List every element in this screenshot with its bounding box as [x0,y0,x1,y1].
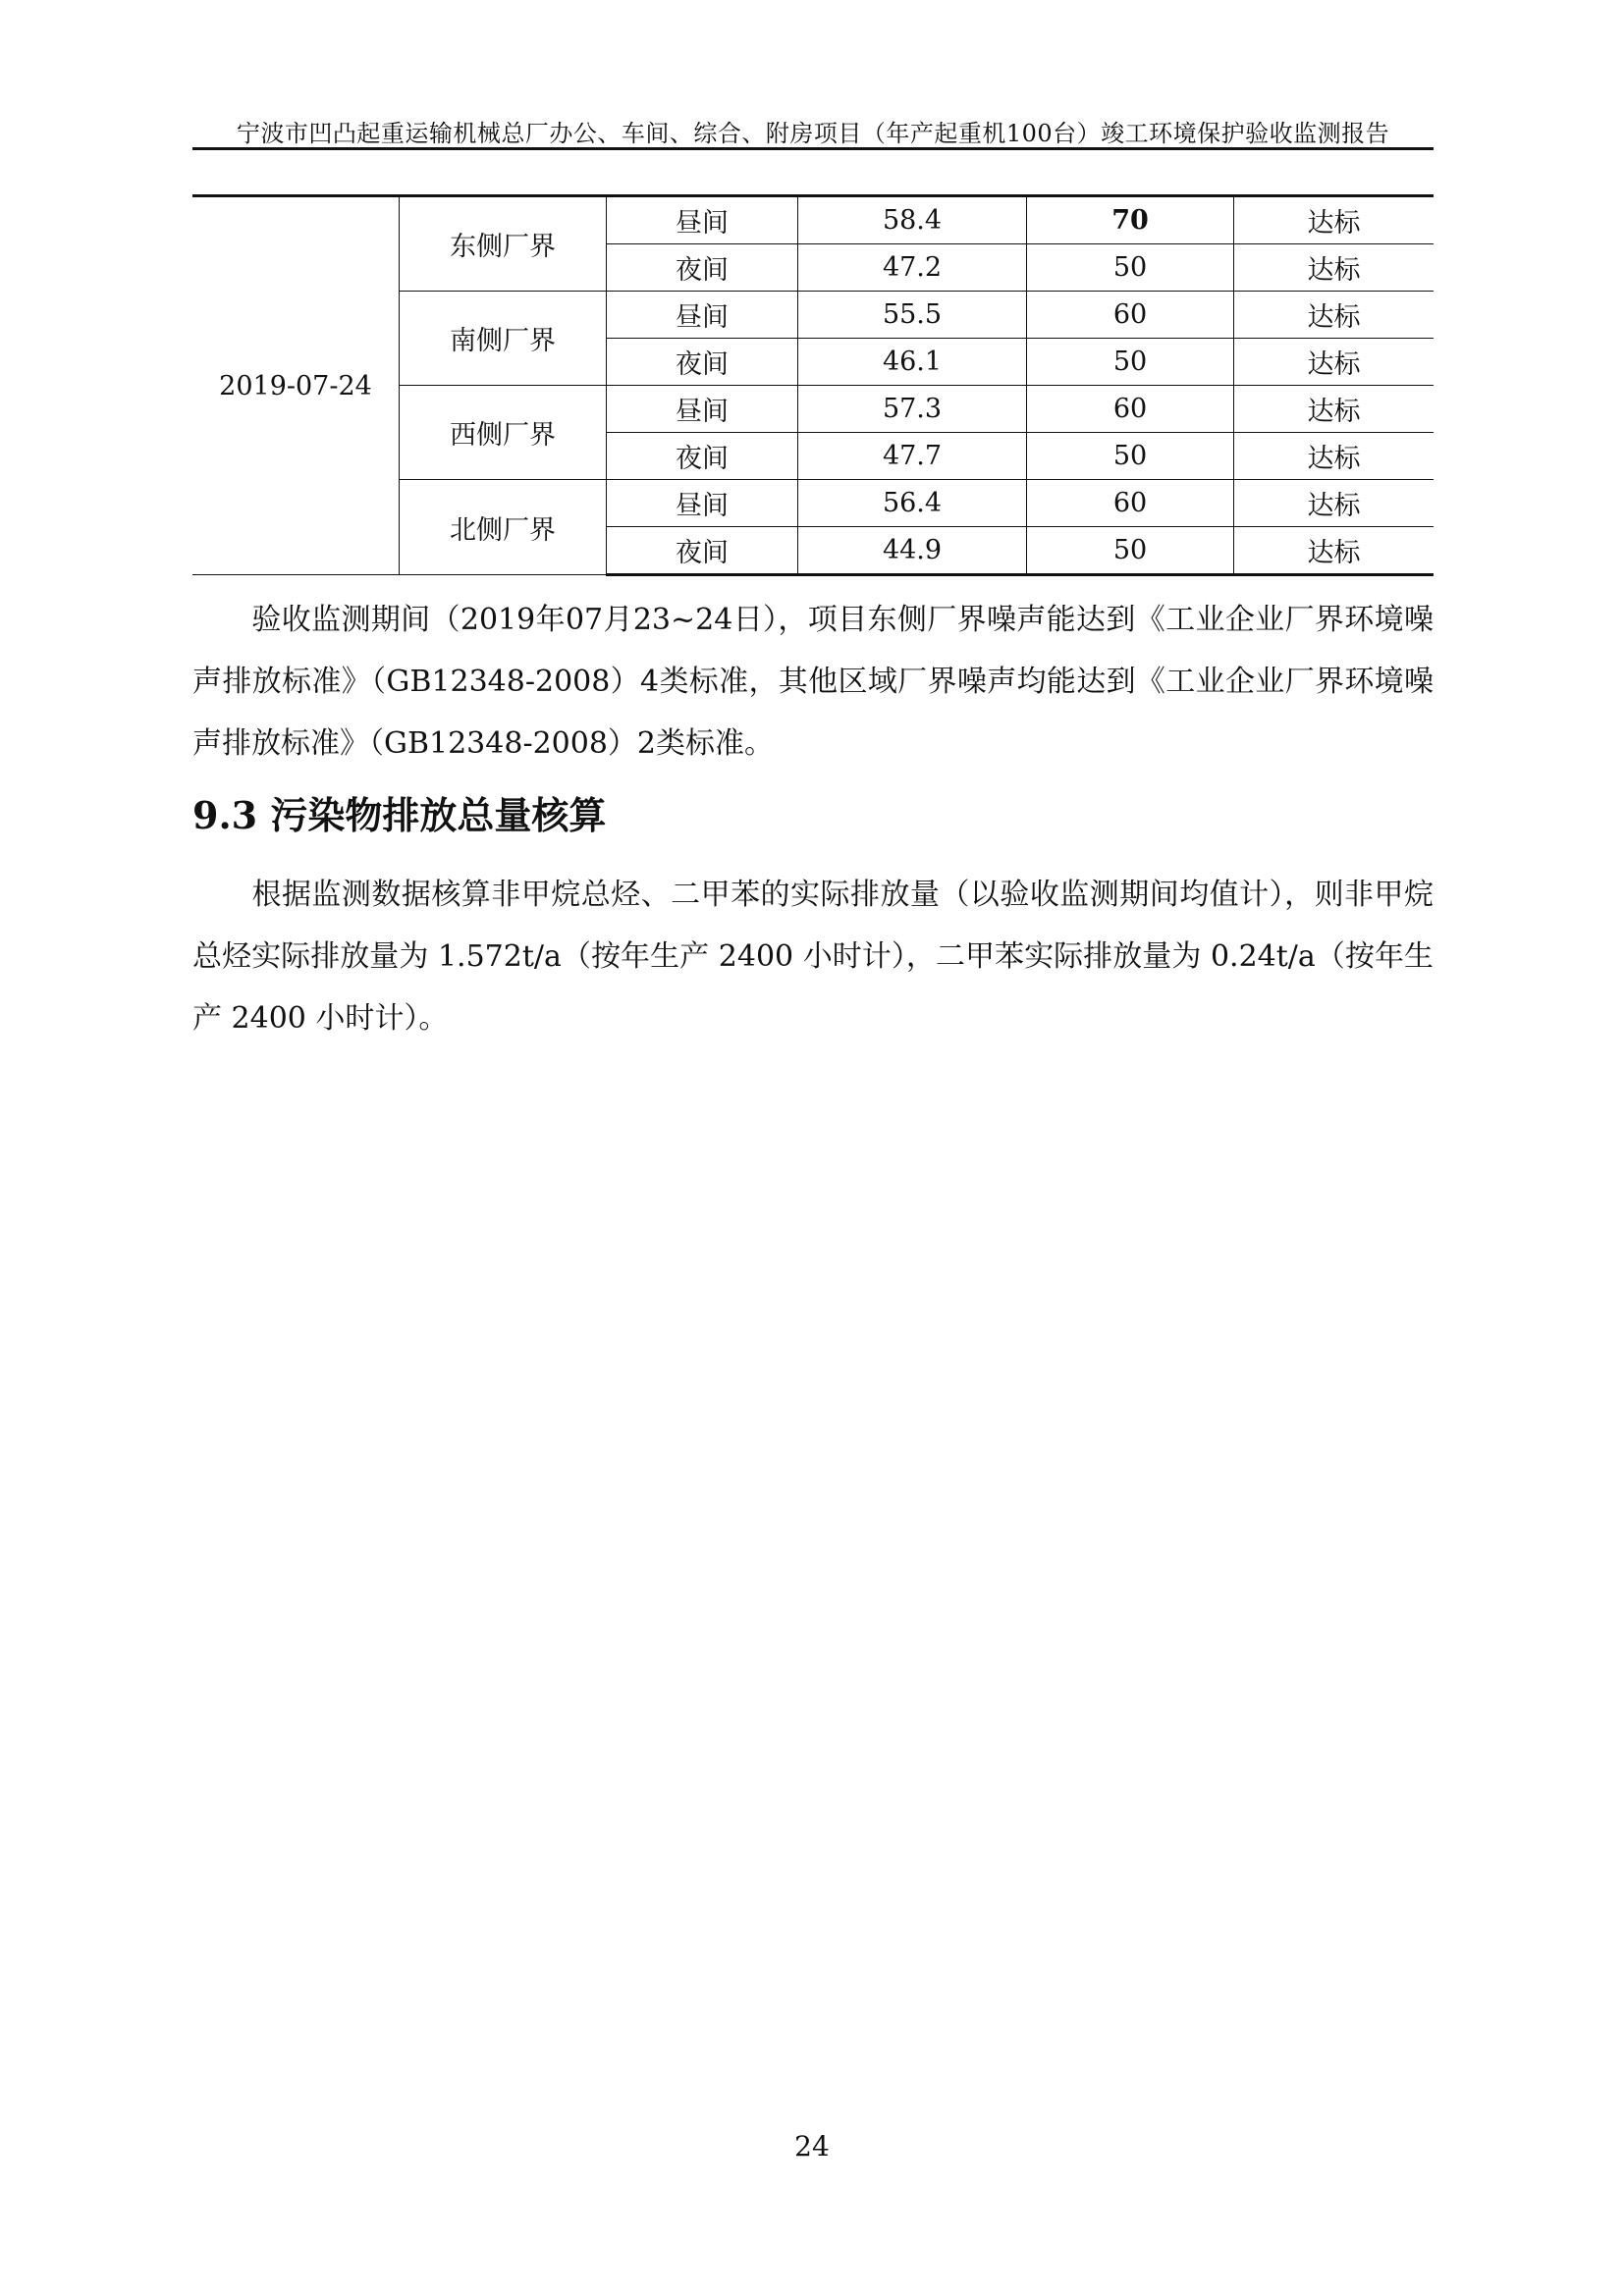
result-cell: 达标 [1234,196,1435,244]
period-cell: 夜间 [607,527,798,575]
result-cell: 达标 [1234,527,1435,575]
result-cell: 达标 [1234,480,1435,527]
limit-value-cell: 60 [1027,480,1234,527]
period-cell: 夜间 [607,244,798,292]
period-cell: 昼间 [607,480,798,527]
period-cell: 昼间 [607,292,798,339]
noise-conclusion-text: 验收监测期间（2019年07月23~24日），项目东侧厂界噪声能达到《工业企业厂界环境噪声排放标准》（GB12348-2008）4类标准，其他区域厂界噪声均能达到《工业企业厂界环境噪声排放标准》（GB12348-2008）2类标准。 [192,603,1434,761]
measured-value-cell: 46.1 [798,339,1027,386]
period-cell: 昼间 [607,386,798,433]
report-header-title: 宁波市凹凸起重运输机械总厂办公、车间、综合、附房项目（年产起重机100台）竣工环境保护验收监测报告 [236,120,1390,147]
result-cell: 达标 [1234,292,1435,339]
location-cell: 西侧厂界 [400,386,607,480]
measured-value-cell: 44.9 [798,527,1027,575]
result-cell: 达标 [1234,386,1435,433]
result-cell: 达标 [1234,339,1435,386]
noise-monitoring-table [192,194,1434,576]
measured-value-cell: 58.4 [798,196,1027,244]
limit-value-cell: 50 [1027,433,1234,480]
page-number: 24 [794,2130,830,2163]
measured-value-cell: 56.4 [798,480,1027,527]
limit-value-cell: 60 [1027,386,1234,433]
table-row [192,196,1434,244]
section-heading: 9.3 污染物排放总量核算 [192,793,607,837]
measured-value-cell: 47.2 [798,244,1027,292]
measured-value-cell: 57.3 [798,386,1027,433]
noise-conclusion-paragraph [192,589,1434,774]
header-divider [192,147,1434,150]
limit-value-cell: 70 [1027,196,1234,244]
limit-value-cell: 50 [1027,527,1234,575]
result-cell: 达标 [1234,244,1435,292]
measured-value-cell: 47.7 [798,433,1027,480]
emission-total-paragraph [192,864,1434,1049]
location-cell: 南侧厂界 [400,292,607,386]
period-cell: 昼间 [607,196,798,244]
location-cell: 北侧厂界 [400,480,607,575]
period-cell: 夜间 [607,433,798,480]
limit-value-cell: 60 [1027,292,1234,339]
period-cell: 夜间 [607,339,798,386]
measured-value-cell: 55.5 [798,292,1027,339]
emission-total-text: 根据监测数据核算非甲烷总烃、二甲苯的实际排放量（以验收监测期间均值计），则非甲烷总烃实际排放量为 1.572t/a（按年生产 2400 小时计），二甲苯实际排放量为 0.24t/a（按年生产 2400 小时计）。 [192,878,1434,1036]
limit-value-cell: 50 [1027,339,1234,386]
monitoring-date-cell: 2019-07-24 [192,196,400,575]
limit-value-cell: 50 [1027,244,1234,292]
location-cell: 东侧厂界 [400,196,607,292]
result-cell: 达标 [1234,433,1435,480]
